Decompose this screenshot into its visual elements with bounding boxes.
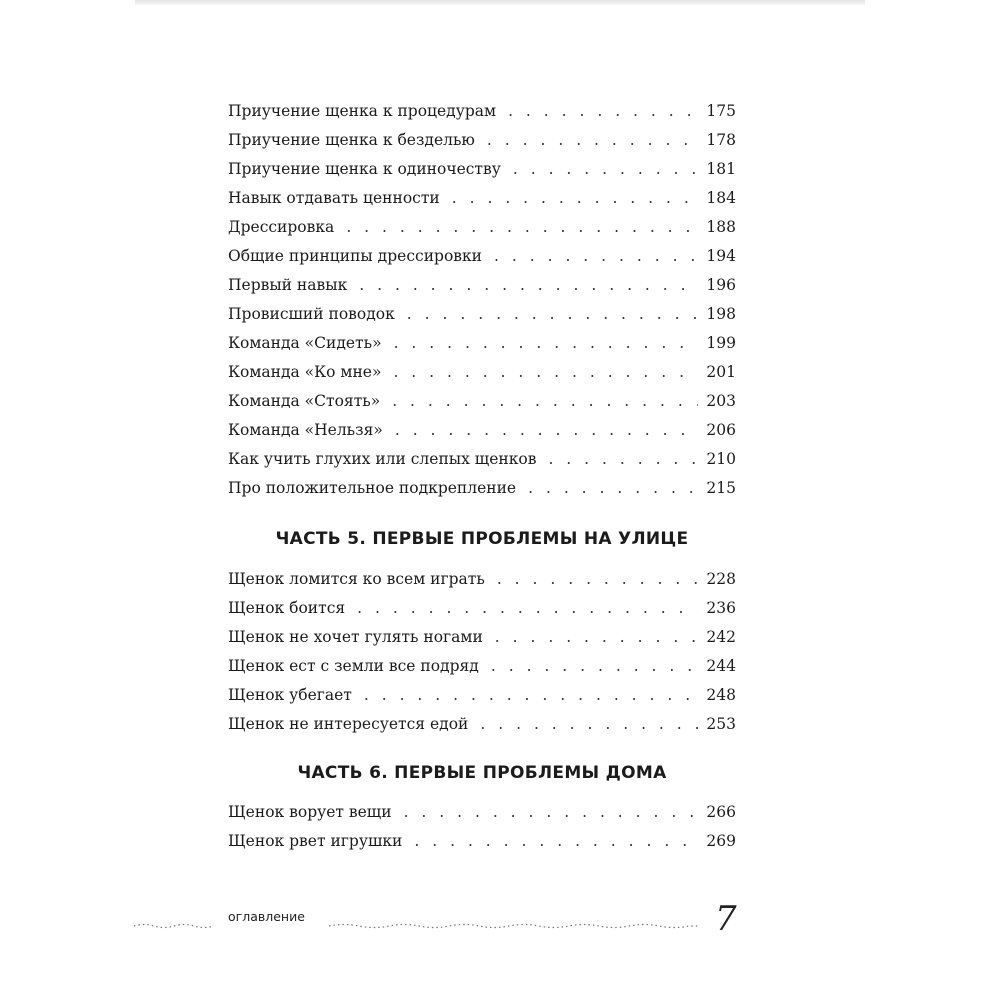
toc-entry-title: Команда «Стоять» [228,392,381,410]
toc-entry [228,681,736,710]
toc-entry [228,416,736,445]
toc-leader-dots [497,565,699,594]
toc-section-1 [228,97,736,503]
toc-entry-page: 210 [706,450,736,468]
toc-entry-title: Команда «Ко мне» [228,363,382,381]
toc-entry-title: Навык отдавать ценности [228,189,440,207]
toc-entry-title: Щенок не хочет гулять ногами [228,628,483,646]
toc-leader-dots [528,474,698,503]
toc-entry-page: 244 [706,657,736,675]
toc-entry [228,184,736,213]
toc-leader-dots [452,184,699,213]
toc-entry-page: 242 [706,628,736,646]
toc-entry-page: 228 [706,570,736,588]
toc-entry-title: Щенок рвет игрушки [228,832,403,850]
toc-leader-dots [480,710,698,739]
toc-leader-dots [414,827,698,856]
toc-entry-title: Приучение щенка к процедурам [228,102,497,120]
part-5-heading: ЧАСТЬ 5. ПЕРВЫЕ ПРОБЛЕМЫ НА УЛИЦЕ [275,529,689,549]
toc-entry [228,300,736,329]
toc-entry-page: 203 [706,392,736,410]
footer-section-label: оглавление [228,909,305,924]
toc-entry-page: 269 [706,832,736,850]
toc-leader-dots [359,271,698,300]
toc-entry-title: Как учить глухих или слепых щенков [228,450,537,468]
toc-entry-page: 175 [706,102,736,120]
page-footer [133,899,873,945]
toc-entry-page: 178 [706,131,736,149]
toc-leader-dots [548,445,698,474]
toc-entry-page: 248 [706,686,736,704]
toc-entry-title: Дрессировка [228,218,335,236]
toc-leader-dots [407,300,699,329]
toc-entry [228,623,736,652]
toc-leader-dots [364,681,699,710]
part-6-heading: ЧАСТЬ 6. ПЕРВЫЕ ПРОБЛЕМЫ ДОМА [297,763,667,783]
toc-leader-dots [346,213,698,242]
toc-entry-title: Приучение щенка к безделью [228,131,475,149]
toc-entry-title: Первый навык [228,276,348,294]
toc-section-part-6 [228,798,736,856]
toc-entry [228,271,736,300]
toc-entry-page: 194 [706,247,736,265]
toc-entry-title: Приучение щенка к одиночеству [228,160,501,178]
toc-entry [228,329,736,358]
toc-entry [228,387,736,416]
toc-leader-dots [487,126,698,155]
toc-entry [228,652,736,681]
page-number: 7 [715,899,737,939]
toc-entry-page: 266 [706,803,736,821]
toc-leader-dots [393,358,698,387]
toc-entry [228,710,736,739]
toc-section-part-5 [228,565,736,739]
toc-entry [228,358,736,387]
toc-leader-dots [357,594,698,623]
toc-entry [228,155,736,184]
toc-leader-dots [392,387,698,416]
toc-leader-dots [404,798,699,827]
toc-entry-title: Щенок не интересуется едой [228,715,469,733]
toc-leader-dots [394,329,699,358]
toc-entry-page: 201 [706,363,736,381]
toc-entry-page: 184 [706,189,736,207]
toc-entry [228,798,736,827]
toc-entry-page: 196 [706,276,736,294]
toc-entry-title: Команда «Нельзя» [228,421,383,439]
toc-entry-page: 198 [706,305,736,323]
toc-entry-title: Щенок боится [228,599,346,617]
toc-entry-title: Провисший поводок [228,305,395,323]
toc-entry-page: 206 [706,421,736,439]
top-edge-strip [135,0,865,5]
toc-entry-page: 236 [706,599,736,617]
toc-entry-title: Про положительное подкрепление [228,479,517,497]
toc-entry-title: Команда «Сидеть» [228,334,382,352]
toc-entry-page: 215 [706,479,736,497]
toc-entry [228,97,736,126]
toc-leader-dots [513,155,699,184]
toc-entry-title: Щенок убегает [228,686,352,704]
toc-entry [228,126,736,155]
toc-entry [228,445,736,474]
toc-entry-page: 188 [706,218,736,236]
toc-leader-dots [494,242,698,271]
footer-wavy-dotted-line-right [328,923,700,929]
toc-entry-page: 253 [706,715,736,733]
toc-entry [228,213,736,242]
toc-entry [228,565,736,594]
toc-leader-dots [508,97,698,126]
toc-entry-page: 199 [706,334,736,352]
toc-entry-title: Общие принципы дрессировки [228,247,483,265]
toc-entry-page: 181 [706,160,736,178]
toc-entry-title: Щенок ворует вещи [228,803,392,821]
toc-entry [228,242,736,271]
toc-entry-title: Щенок ест с земли все подряд [228,657,479,675]
toc-entry-title: Щенок ломится ко всем играть [228,570,485,588]
toc-leader-dots [395,416,699,445]
footer-wavy-dotted-line-left [133,923,215,929]
toc-entry [228,594,736,623]
toc-leader-dots [495,623,699,652]
toc-entry [228,474,736,503]
toc-entry [228,827,736,856]
toc-leader-dots [491,652,699,681]
